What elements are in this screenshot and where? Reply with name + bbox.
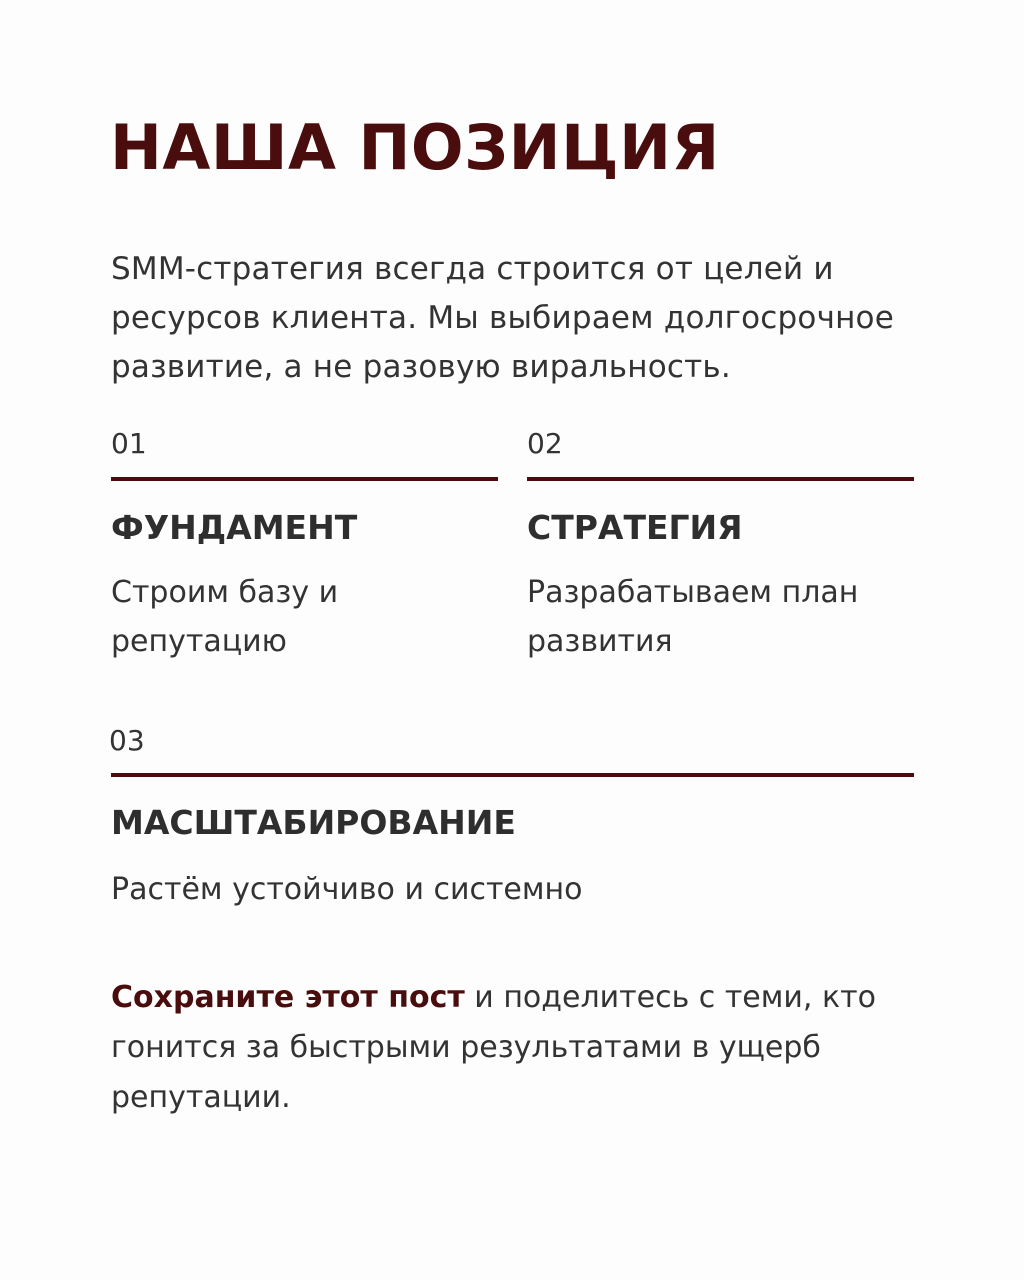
step-scaling: [109, 723, 914, 923]
step-heading: МАСШТАБИРОВАНИЕ: [111, 803, 516, 842]
step-description: Строим базу и репутацию: [111, 575, 339, 659]
step-divider: [527, 477, 914, 481]
step-number: 01: [111, 427, 147, 460]
page-title: НАША ПОЗИЦИЯ: [110, 111, 720, 184]
step-description: Разрабатываем план развития: [527, 575, 859, 659]
cta-highlight: Сохраните этот пост: [111, 980, 465, 1015]
step-description: Растём устойчиво и системно: [111, 872, 583, 907]
call-to-action: [111, 973, 931, 1123]
step-divider: [111, 773, 914, 777]
step-number: 02: [527, 427, 563, 460]
intro-paragraph: SMM-стратегия всегда строится от целей и ресурсов клиента. Мы выбираем долгосрочное развитие, а не разовую виральность.: [111, 251, 894, 385]
step-strategy: [527, 426, 914, 676]
step-heading: СТРАТЕГИЯ: [527, 508, 743, 547]
step-heading: ФУНДАМЕНТ: [111, 508, 358, 547]
step-divider: [111, 477, 498, 481]
step-foundation: [111, 426, 498, 676]
cta-text: и поделитесь с теми, кто гонится за быстрыми результатами в ущерб репутации.: [111, 980, 876, 1115]
step-number: 03: [109, 724, 145, 757]
